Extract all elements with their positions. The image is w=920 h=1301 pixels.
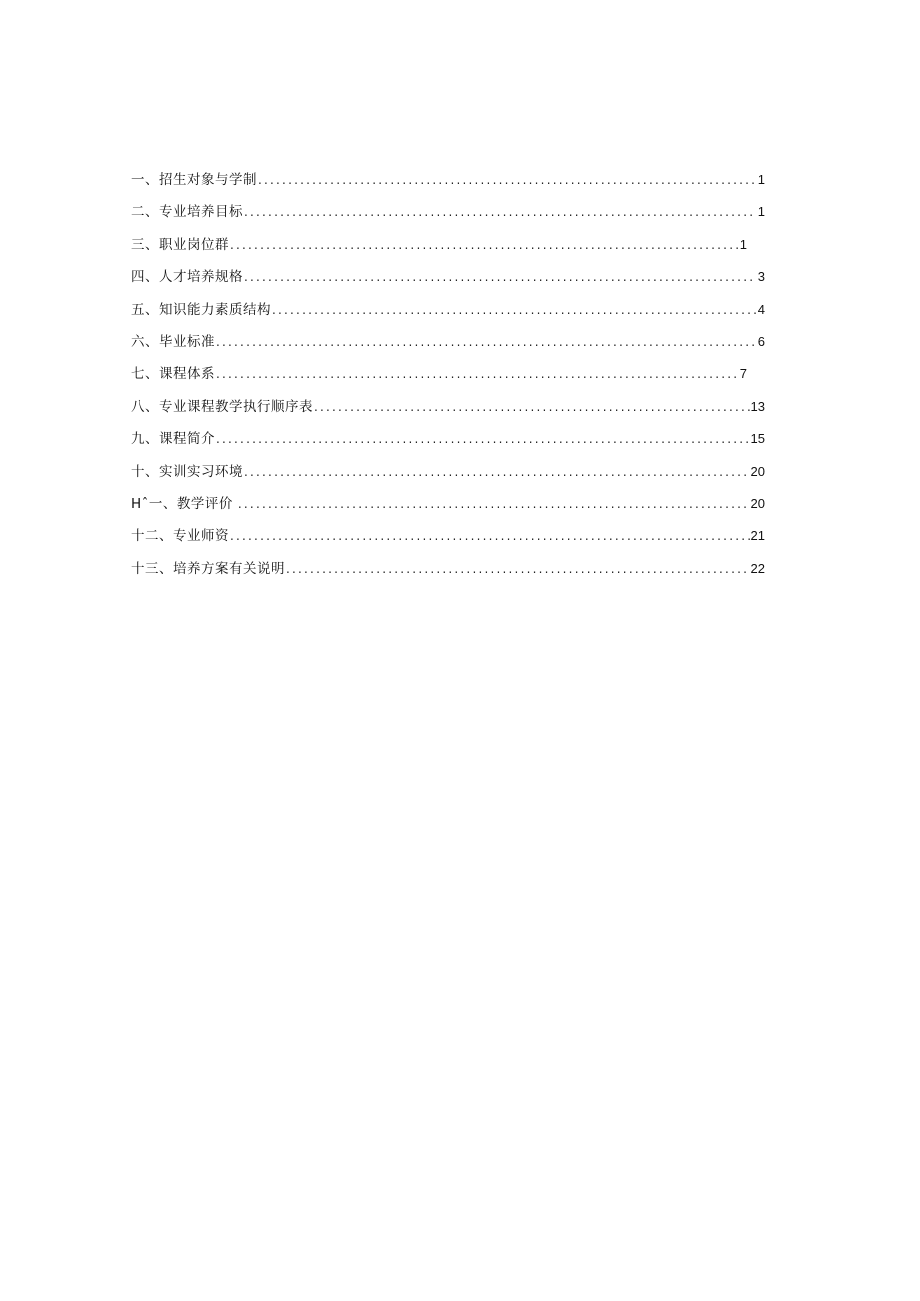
toc-entry-page: 20 bbox=[750, 463, 765, 479]
toc-entry-page: 7 bbox=[739, 366, 747, 382]
toc-leader-dots bbox=[216, 432, 750, 446]
toc-entry-title: 十三、培养方案有关说明 bbox=[131, 560, 285, 577]
table-of-contents bbox=[131, 168, 765, 589]
toc-leader-dots bbox=[258, 173, 756, 187]
toc-entry[interactable] bbox=[131, 395, 765, 427]
toc-entry-page: 1 bbox=[757, 204, 765, 220]
toc-entry-title: 十、实训实习环境 bbox=[131, 463, 243, 480]
toc-entry[interactable] bbox=[131, 492, 765, 524]
toc-entry-title: 四、人才培养规格 bbox=[131, 269, 243, 286]
toc-leader-dots bbox=[216, 367, 738, 381]
toc-entry-page: 13 bbox=[750, 398, 765, 414]
toc-entry-title: 七、课程体系 bbox=[131, 366, 215, 383]
toc-entry-page: 20 bbox=[750, 495, 765, 511]
toc-entry-page: 6 bbox=[757, 333, 765, 349]
toc-entry-page: 3 bbox=[757, 269, 765, 285]
toc-entry-title: 五、知识能力素质结构 bbox=[131, 301, 271, 318]
toc-entry-title: 一、招生对象与学制 bbox=[131, 172, 257, 188]
toc-leader-dots bbox=[238, 497, 750, 511]
toc-entry[interactable] bbox=[131, 233, 747, 265]
toc-entry-page: 15 bbox=[750, 431, 765, 447]
toc-entry-page: 1 bbox=[757, 172, 765, 187]
toc-leader-dots bbox=[230, 529, 750, 543]
toc-entry-page: 1 bbox=[739, 236, 747, 252]
toc-entry[interactable] bbox=[131, 460, 765, 492]
toc-leader-dots bbox=[230, 238, 738, 252]
toc-entry[interactable] bbox=[131, 200, 765, 232]
toc-leader-dots bbox=[244, 205, 756, 219]
toc-leader-dots bbox=[286, 562, 750, 576]
toc-entry[interactable] bbox=[131, 265, 765, 297]
toc-entry-title: 九、课程简介 bbox=[131, 431, 215, 448]
toc-entry[interactable] bbox=[131, 427, 765, 459]
toc-entry-page: 22 bbox=[750, 560, 765, 576]
toc-entry-title: 二、专业培养目标 bbox=[131, 204, 243, 221]
toc-entry[interactable] bbox=[131, 557, 765, 589]
toc-entry[interactable] bbox=[131, 362, 747, 394]
toc-leader-dots bbox=[244, 270, 756, 284]
toc-entry-page: 21 bbox=[750, 528, 765, 544]
toc-entry[interactable] bbox=[131, 524, 765, 556]
toc-leader-dots bbox=[272, 303, 756, 317]
toc-leader-dots bbox=[216, 335, 756, 349]
toc-entry[interactable] bbox=[131, 330, 765, 362]
toc-leader-dots bbox=[244, 465, 750, 479]
toc-leader-dots bbox=[314, 400, 750, 414]
toc-entry-page: 4 bbox=[757, 301, 765, 317]
toc-entry-title: 六、毕业标准 bbox=[131, 333, 215, 350]
toc-entry[interactable] bbox=[131, 298, 765, 330]
toc-entry-title: 十二、专业师资 bbox=[131, 528, 229, 545]
toc-entry-title: 八、专业课程教学执行顺序表 bbox=[131, 398, 313, 415]
toc-entry[interactable] bbox=[131, 168, 765, 200]
toc-entry-title: Hˆ一、教学评价 bbox=[131, 495, 233, 512]
toc-entry-title: 三、职业岗位群 bbox=[131, 236, 229, 253]
